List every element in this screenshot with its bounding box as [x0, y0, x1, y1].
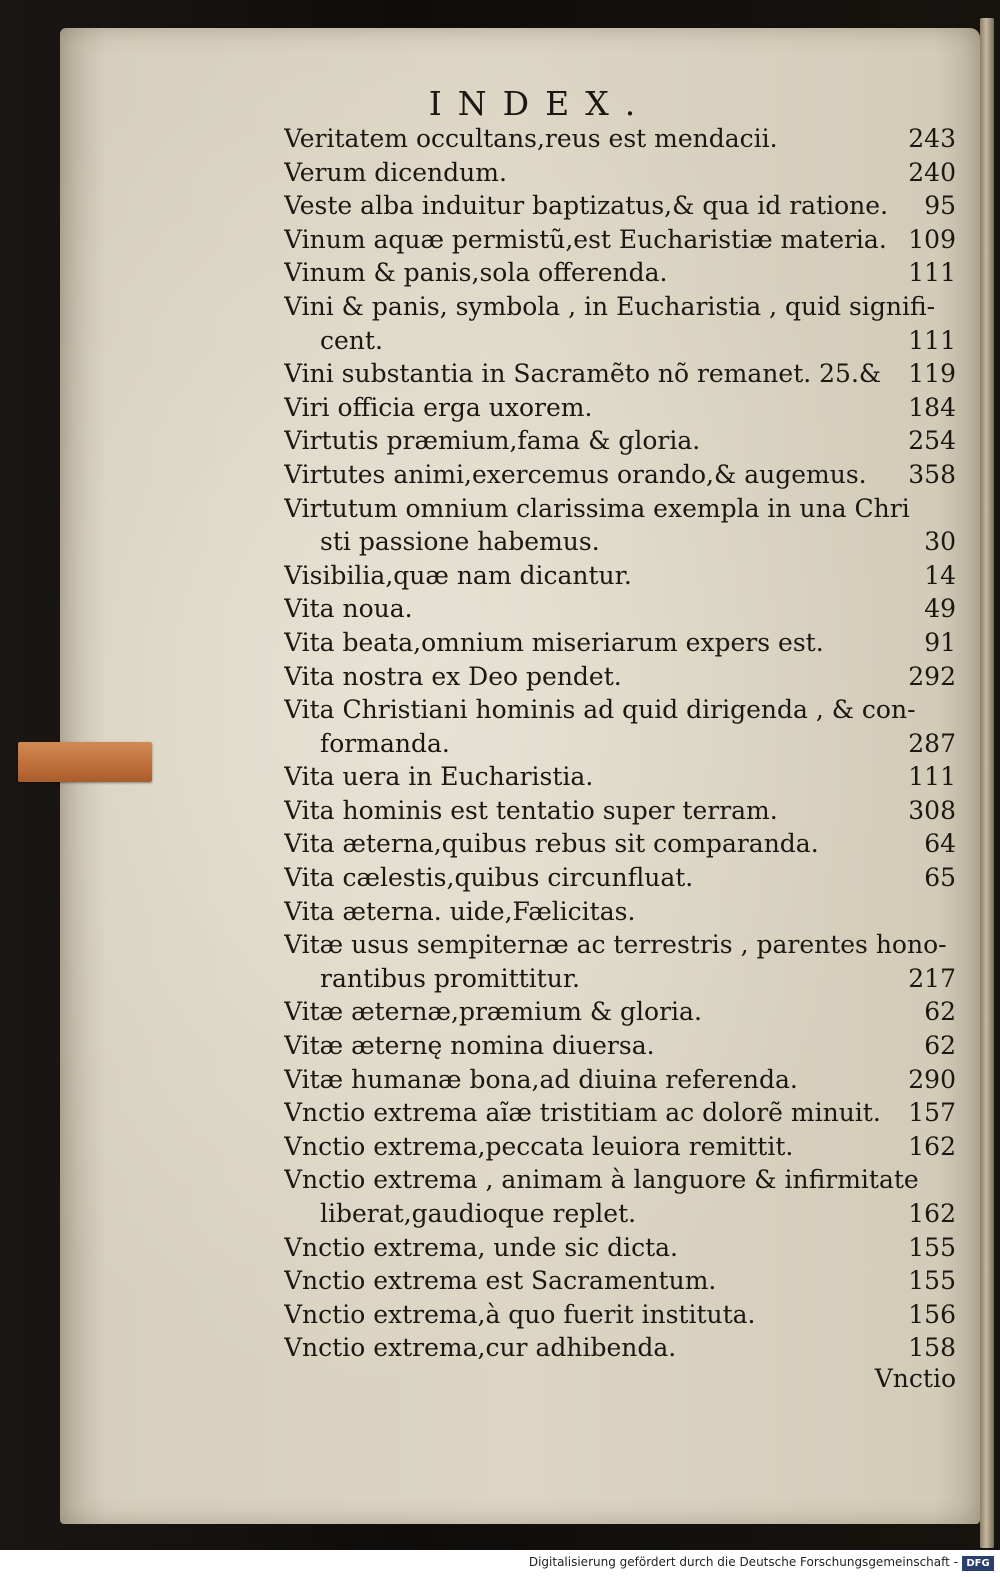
entry-line — [284, 1264, 956, 1298]
entry-text: Veritatem occultans,reus est mendacii. — [284, 124, 778, 153]
index-entry — [284, 895, 956, 929]
entry-line — [284, 1331, 956, 1365]
entry-text: Vnctio extrema , animam à languore & infirmitate — [284, 1165, 919, 1195]
bookmark-ribbon — [18, 742, 152, 782]
entry-text: Vitæ æternę nomina diuersa. — [284, 1031, 655, 1061]
entry-text: Vita æterna,quibus rebus sit comparanda. — [284, 829, 819, 859]
index-entry — [284, 995, 956, 1029]
entry-line — [284, 1063, 956, 1097]
index-entry — [284, 559, 956, 593]
entry-text: Vini substantia in Sacramẽto nõ remanet. 25.& — [284, 359, 882, 389]
index-entry — [284, 626, 956, 660]
index-entry — [284, 391, 956, 425]
entry-page-number: 155 — [908, 1266, 956, 1296]
entry-line — [284, 357, 956, 391]
entry-line — [284, 626, 956, 660]
entry-text: Vita æterna. uide,Fælicitas. — [284, 896, 636, 926]
entry-text: Vitæ usus sempiternæ ac terrestris , parentes hono- — [284, 930, 947, 960]
entry-page-number: 157 — [908, 1098, 956, 1128]
entry-line — [284, 492, 956, 526]
entry-page-number: 240 — [908, 157, 956, 187]
entry-page-number: 158 — [908, 1333, 956, 1363]
entry-line — [284, 995, 956, 1029]
entry-page-number: 91 — [924, 627, 956, 657]
entry-page-number: 155 — [908, 1232, 956, 1262]
entry-text: Vitæ æternæ,præmium & gloria. — [284, 997, 702, 1027]
entry-line — [284, 1163, 956, 1197]
entry-line — [284, 290, 956, 324]
index-entry — [284, 492, 956, 559]
index-entry — [284, 223, 956, 257]
entry-text: Virtutis præmium,fama & gloria. — [284, 426, 701, 456]
entry-text: Vitæ humanæ bona,ad diuina referenda. — [284, 1064, 798, 1094]
entry-line — [284, 156, 956, 190]
entry-page-number: 64 — [924, 829, 956, 859]
index-entry — [284, 760, 956, 794]
entry-page-number: 243 — [908, 124, 956, 153]
entry-text: Veste alba induitur baptizatus,& qua id ratione. — [284, 191, 889, 221]
entry-line — [284, 895, 956, 929]
entry-text: formanda. — [320, 728, 450, 758]
entry-line — [284, 458, 956, 492]
entry-line — [284, 1130, 956, 1164]
entry-continuation-line — [284, 525, 956, 559]
entry-text: Virtutum omnium clarissima exempla in una Chri — [284, 493, 910, 523]
entry-text: rantibus promittitur. — [320, 963, 580, 993]
entry-continuation-line — [284, 962, 956, 996]
entry-line — [284, 760, 956, 794]
entry-text: Vita nostra ex Deo pendet. — [284, 661, 622, 691]
index-entry — [284, 189, 956, 223]
entry-line — [284, 660, 956, 694]
entry-page-number: 111 — [908, 258, 956, 288]
entry-text: liberat,gaudioque replet. — [320, 1199, 637, 1228]
index-entry — [284, 693, 956, 760]
entry-text: Vinum & panis,sola offerenda. — [284, 258, 668, 288]
entry-text: Vnctio extrema,cur adhibenda. — [284, 1333, 677, 1363]
entry-page-number: 292 — [908, 661, 956, 691]
index-entry — [284, 458, 956, 492]
entry-text: Vinum aquæ permistũ,est Eucharistiæ materia. — [284, 224, 887, 254]
entry-page-number: 49 — [924, 594, 956, 624]
index-entry — [284, 1231, 956, 1265]
entry-line — [284, 424, 956, 458]
entry-line — [284, 1298, 956, 1332]
index-entry — [284, 861, 956, 895]
index-entry — [284, 1331, 956, 1365]
entry-text: Viri officia erga uxorem. — [284, 392, 593, 422]
index-entry — [284, 1130, 956, 1164]
catchword: Vnctio — [874, 1364, 956, 1393]
entry-text: Vita cælestis,quibus circunfluat. — [284, 863, 694, 893]
entry-text: Vita Christiani hominis ad quid dirigenda , & con- — [284, 695, 916, 725]
index-entry — [284, 290, 956, 357]
entry-page-number: 358 — [908, 459, 956, 489]
entry-page-number: 62 — [924, 1031, 956, 1061]
entry-line — [284, 559, 956, 593]
entry-line — [284, 1096, 956, 1130]
entry-text: Vita uera in Eucharistia. — [284, 762, 594, 792]
entry-page-number: 184 — [908, 392, 956, 422]
index-entry — [284, 660, 956, 694]
entry-text: cent. — [320, 325, 383, 355]
entry-text: Vita hominis est tentatio super terram. — [284, 795, 778, 825]
entry-line — [284, 861, 956, 895]
entry-page-number: 95 — [924, 191, 956, 221]
entry-line — [284, 223, 956, 257]
entry-page-number: 30 — [924, 527, 956, 557]
page-header: INDEX. — [428, 84, 652, 123]
entry-page-number: 254 — [908, 426, 956, 456]
entry-line — [284, 794, 956, 828]
entry-page-number: 156 — [908, 1299, 956, 1329]
entry-line — [284, 693, 956, 727]
page-edge — [980, 18, 994, 1548]
entry-line — [284, 827, 956, 861]
digitization-footer — [0, 1550, 1000, 1577]
index-entry — [284, 424, 956, 458]
entry-line — [284, 928, 956, 962]
entry-page-number: 162 — [908, 1131, 956, 1161]
entry-line — [284, 122, 956, 156]
entry-line — [284, 592, 956, 626]
entry-text: Vnctio extrema,peccata leuiora remittit. — [284, 1131, 794, 1161]
entry-page-number: 308 — [908, 795, 956, 825]
entry-line — [284, 189, 956, 223]
entry-text: Vnctio extrema est Sacramentum. — [284, 1266, 717, 1296]
entry-page-number: 111 — [908, 325, 956, 355]
entry-page-number: 119 — [908, 359, 956, 389]
entry-text: Vita noua. — [284, 594, 413, 624]
entry-text: Vini & panis, symbola , in Eucharistia , quid signifi- — [284, 291, 936, 321]
entry-continuation-line — [284, 727, 956, 761]
index-entry — [284, 256, 956, 290]
index-entry — [284, 1096, 956, 1130]
index-entry — [284, 592, 956, 626]
entry-page-number: 62 — [924, 997, 956, 1027]
entry-text: Visibilia,quæ nam dicantur. — [284, 560, 632, 590]
entry-text: sti passione habemus. — [320, 527, 600, 557]
entry-text: Vnctio extrema,à quo fuerit instituta. — [284, 1299, 756, 1329]
entry-page-number: 162 — [908, 1199, 956, 1228]
entry-page-number: 217 — [908, 963, 956, 993]
index-entry — [284, 1163, 956, 1230]
entry-page-number: 287 — [908, 728, 956, 758]
entry-line — [284, 391, 956, 425]
index-entry-list — [284, 122, 956, 1365]
index-entry — [284, 1063, 956, 1097]
entry-text: Vnctio extrema aĩæ tristitiam ac dolorẽ minuit. — [284, 1098, 881, 1128]
index-entry — [284, 1029, 956, 1063]
entry-text: Vita beata,omnium miseriarum expers est. — [284, 627, 824, 657]
entry-page-number: 109 — [908, 224, 956, 254]
entry-page-number: 65 — [924, 863, 956, 893]
entry-text: Verum dicendum. — [284, 157, 507, 187]
entry-page-number: 14 — [924, 560, 956, 590]
entry-continuation-line — [284, 1197, 956, 1231]
entry-text: Vnctio extrema, unde sic dicta. — [284, 1232, 679, 1262]
entry-page-number: 111 — [908, 762, 956, 792]
index-entry — [284, 357, 956, 391]
entry-line — [284, 256, 956, 290]
index-entry — [284, 827, 956, 861]
index-entry — [284, 122, 956, 156]
funding-notice: Digitalisierung gefördert durch die Deutsche Forschungsgemeinschaft - — [528, 1555, 958, 1569]
index-entry — [284, 928, 956, 995]
entry-page-number: 290 — [908, 1064, 956, 1094]
entry-text: Virtutes animi,exercemus orando,& augemus. — [284, 459, 867, 489]
entry-continuation-line — [284, 324, 956, 358]
dfg-logo-icon: DFG — [962, 1556, 994, 1571]
index-entry — [284, 794, 956, 828]
entry-line — [284, 1029, 956, 1063]
index-entry — [284, 156, 956, 190]
entry-line — [284, 1231, 956, 1265]
index-entry — [284, 1298, 956, 1332]
index-entry — [284, 1264, 956, 1298]
